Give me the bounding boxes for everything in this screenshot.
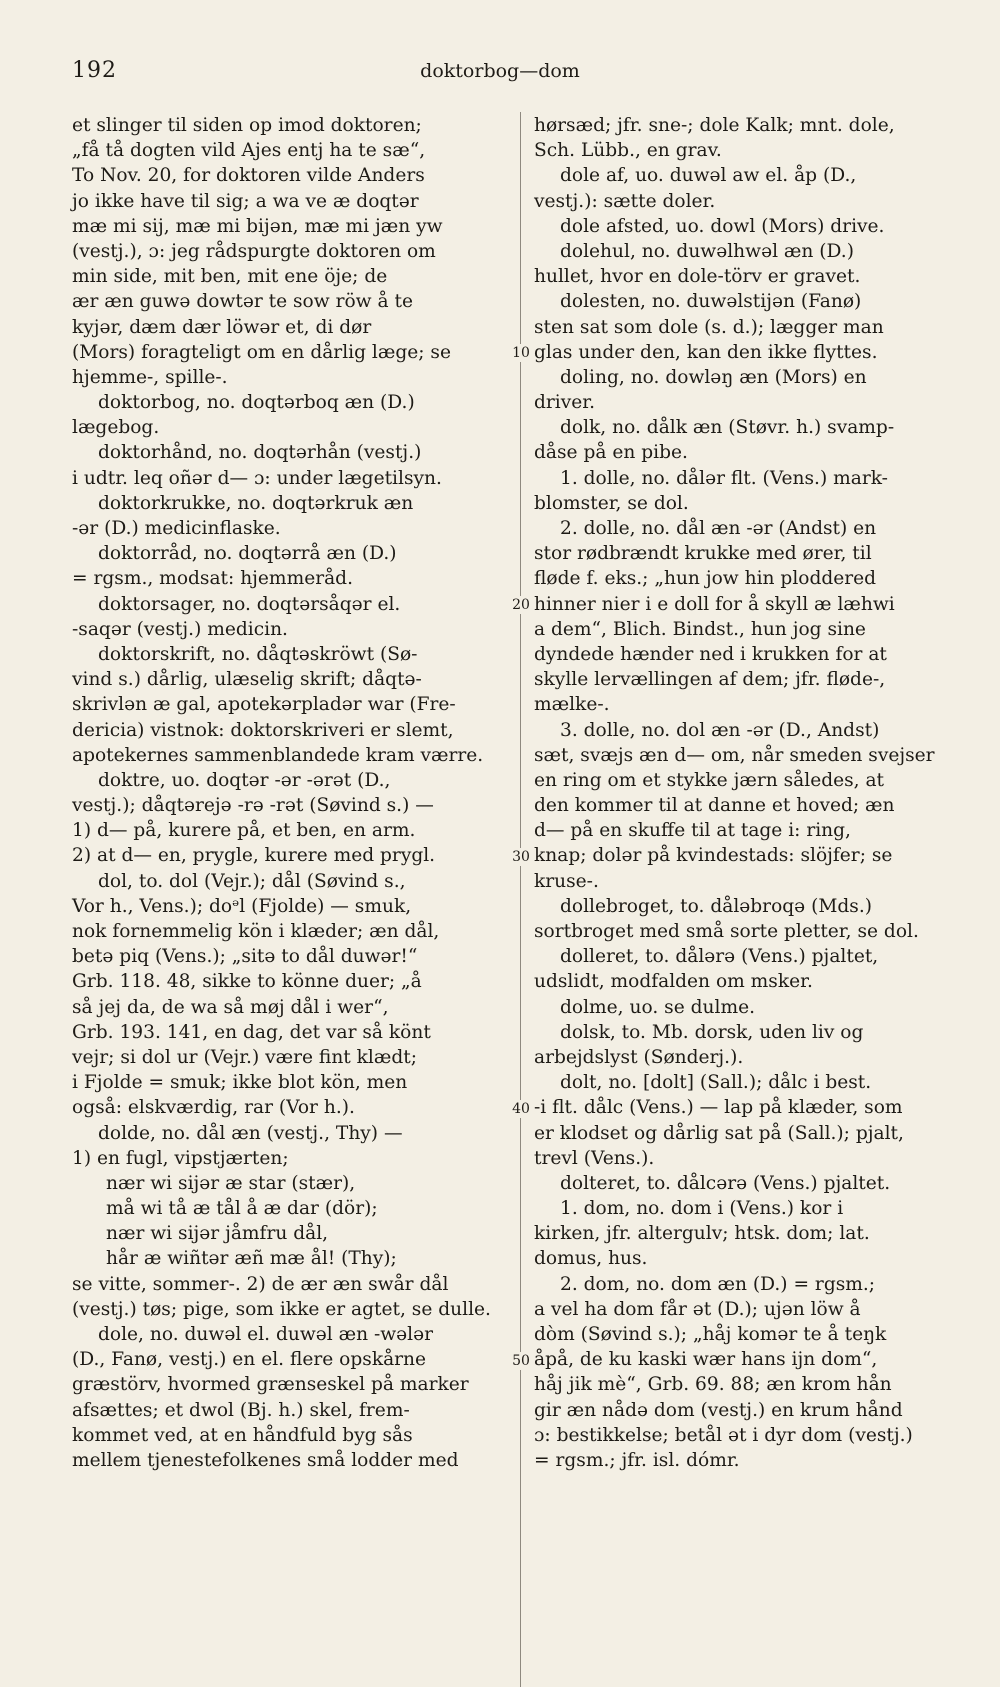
right-column-line: blomster, se dol. bbox=[534, 492, 689, 514]
left-column-line: hår æ wiñtər æñ mæ ål! (Thy); bbox=[106, 1248, 397, 1270]
right-column-line: dolk, no. dålk æn (Støvr. h.) svamp- bbox=[560, 417, 895, 439]
left-column-line: afsættes; et dwol (Bj. h.) skel, frem- bbox=[72, 1399, 410, 1421]
left-column-line: „få tå dogten vild Ajes entj ha te sæ“, bbox=[72, 140, 426, 162]
right-column-line: a vel ha dom får ət (D.); ujən löw å bbox=[534, 1298, 861, 1320]
left-column-line: 2) at d— en, prygle, kurere med prygl. bbox=[72, 845, 436, 867]
left-column-line: ær æn guwə dowtər te sow röw å te bbox=[72, 291, 413, 313]
right-column-line: skylle lervællingen af dem; jfr. fløde-, bbox=[534, 669, 886, 691]
right-column-line: domus, hus. bbox=[534, 1248, 648, 1270]
right-column-line: 1. dolle, no. dålər flt. (Vens.) mark- bbox=[560, 467, 888, 489]
left-column-line: (D., Fanø, vestj.) en el. flere opskårne bbox=[72, 1349, 427, 1371]
left-column-line: Vor h., Vens.); doᵊl (Fjolde) — smuk, bbox=[72, 895, 412, 917]
left-column-line: doktorhånd, no. doqtərhån (vestj.) bbox=[98, 442, 422, 464]
left-column-line: kommet ved, at en håndfuld byg sås bbox=[72, 1424, 413, 1446]
right-column-line: trevl (Vens.). bbox=[534, 1147, 655, 1169]
left-column-line: i Fjolde = smuk; ikke blot kön, men bbox=[72, 1072, 408, 1094]
right-column-line: er klodset og dårlig sat på (Sall.); pjalt, bbox=[534, 1122, 904, 1144]
left-column-line: doktorskrift, no. dåqtəskröwt (Sø- bbox=[98, 643, 418, 665]
right-column-line: arbejdslyst (Sønderj.). bbox=[534, 1046, 744, 1068]
right-column-line: vestj.): sætte doler. bbox=[534, 190, 716, 212]
line-number: 10 bbox=[509, 344, 533, 362]
left-column-line: 1) en fugl, vipstjærten; bbox=[72, 1147, 289, 1169]
right-column-line: dollebroget, to. dåləbroqə (Mds.) bbox=[560, 895, 872, 917]
line-number: 30 bbox=[509, 848, 533, 866]
right-column-line: -i flt. dålc (Vens.) — lap på klæder, som bbox=[534, 1097, 903, 1119]
right-column-line: den kommer til at danne et hoved; æn bbox=[534, 795, 895, 817]
left-column-line: skrivlən æ gal, apotekərpladər war (Fre- bbox=[72, 694, 456, 716]
line-number: 40 bbox=[509, 1100, 533, 1118]
left-column-line: hjemme-, spille-. bbox=[72, 366, 228, 388]
left-column-line: 1) d— på, kurere på, et ben, en arm. bbox=[72, 820, 416, 842]
right-column-line: håj jik mè“, Grb. 69. 88; æn krom hån bbox=[534, 1374, 892, 1396]
right-column-line: dåse på en pibe. bbox=[534, 442, 688, 464]
left-column-line: se vitte, sommer-. 2) de ær æn swår dål bbox=[72, 1273, 449, 1295]
left-column-line: lægebog. bbox=[72, 417, 160, 439]
right-column-line: d— på en skuffe til at tage i: ring, bbox=[534, 820, 851, 842]
left-column-line: også: elskværdig, rar (Vor h.). bbox=[72, 1097, 355, 1119]
right-column-line: dolme, uo. se dulme. bbox=[560, 996, 755, 1018]
left-column-line: i udtr. leq oñər d— ɔ: under lægetilsyn. bbox=[72, 467, 442, 489]
right-column-line: = rgsm.; jfr. isl. dómr. bbox=[534, 1449, 740, 1471]
right-column-line: dole afsted, uo. dowl (Mors) drive. bbox=[560, 215, 885, 237]
left-column-line: -ər (D.) medicinflaske. bbox=[72, 518, 281, 539]
left-column-line: nok fornemmelig kön i klæder; æn dål, bbox=[72, 921, 440, 942]
left-column-line: apotekernes sammenblandede kram værre. bbox=[72, 744, 484, 766]
left-column bbox=[72, 113, 512, 1473]
right-column-line: Sch. Lübb., en grav. bbox=[534, 140, 722, 162]
left-column-line: Grb. 118. 48, sikke to könne duer; „å bbox=[72, 971, 422, 993]
left-column-line: jo ikke have til sig; a wa ve æ doqtər bbox=[72, 190, 419, 212]
left-column-line: mellem tjenestefolkenes små lodder med bbox=[72, 1449, 459, 1471]
right-column-line: hørsæd; jfr. sne-; dole Kalk; mnt. dole, bbox=[534, 115, 895, 136]
right-column-line: kirken, jfr. altergulv; htsk. dom; lat. bbox=[534, 1223, 870, 1245]
left-column-line: dericia) vistnok: doktorskriveri er slemt, bbox=[72, 719, 454, 741]
left-column-line: dol, to. dol (Vejr.); dål (Søvind s., bbox=[98, 870, 406, 892]
line-number: 20 bbox=[509, 596, 533, 614]
right-column-line: sten sat som dole (s. d.); lægger man bbox=[534, 316, 884, 338]
right-column-line: dòm (Søvind s.); „håj komər te å teŋk bbox=[534, 1324, 887, 1345]
left-column-line: betə piq (Vens.); „sitə to dål duwər!“ bbox=[72, 946, 418, 968]
right-column bbox=[534, 113, 966, 1473]
right-column-line: fløde f. eks.; „hun jow hin ploddered bbox=[534, 568, 877, 590]
right-column-line: gir æn nådə dom (vestj.) en krum hånd bbox=[534, 1399, 903, 1421]
right-column-line: a dem“, Blich. Bindst., hun jog sine bbox=[534, 618, 866, 640]
left-column-line: kyjər, dæm dær löwər et, di dør bbox=[72, 316, 372, 338]
right-column-line: dolleret, to. dålərə (Vens.) pjaltet, bbox=[560, 946, 879, 968]
left-column-line: doktre, uo. doqtər -ər -ərət (D., bbox=[98, 769, 391, 791]
right-column-line: hullet, hvor en dole-törv er gravet. bbox=[534, 266, 861, 288]
left-column-line: doktorråd, no. doqtərrå æn (D.) bbox=[98, 543, 397, 565]
left-column-line: dole, no. duwəl el. duwəl æn -wələr bbox=[98, 1324, 434, 1345]
right-column-line: doling, no. dowləŋ æn (Mors) en bbox=[560, 366, 867, 388]
left-column-line: vestj.); dåqtərejə -rə -rət (Søvind s.) — bbox=[72, 795, 434, 817]
right-column-line: glas under den, kan den ikke flyttes. bbox=[534, 341, 878, 363]
right-column-line: 1. dom, no. dom i (Vens.) kor i bbox=[560, 1198, 844, 1220]
page-number: 192 bbox=[72, 58, 117, 83]
right-column-line: hinner nier i e doll for å skyll æ læhwi bbox=[534, 593, 895, 615]
right-column-line: mælke-. bbox=[534, 694, 610, 716]
left-column-line: (Mors) foragteligt om en dårlig læge; se bbox=[72, 341, 451, 363]
left-column-line: Grb. 193. 141, en dag, det var så könt bbox=[72, 1021, 431, 1043]
right-column-line: åpå, de ku kaski wær hans ijn dom“, bbox=[534, 1349, 878, 1371]
running-head: doktorbog—dom bbox=[420, 60, 580, 82]
left-column-line: må wi tå æ tål å æ dar (dör); bbox=[106, 1198, 378, 1220]
right-column-line: en ring om et stykke jærn således, at bbox=[534, 769, 885, 791]
right-column-line: kruse-. bbox=[534, 870, 599, 892]
left-column-line: vejr; si dol ur (Vejr.) være fint klædt; bbox=[72, 1046, 417, 1068]
left-column-line: min side, mit ben, mit ene öje; de bbox=[72, 266, 388, 288]
right-column-line: knap; dolər på kvindestads: slöjfer; se bbox=[534, 845, 893, 867]
right-column-line: sæt, svæjs æn d— om, når smeden svejser bbox=[534, 744, 935, 766]
left-column-line: To Nov. 20, for doktoren vilde Anders bbox=[72, 165, 425, 187]
left-column-line: doktorkrukke, no. doqtərkruk æn bbox=[98, 492, 414, 514]
right-column-line: 2. dolle, no. dål æn -ər (Andst) en bbox=[560, 518, 877, 539]
right-column-line: dolteret, to. dålcərə (Vens.) pjaltet. bbox=[560, 1172, 891, 1194]
right-column-line: dolehul, no. duwəlhwəl æn (D.) bbox=[560, 240, 854, 262]
right-column-line: sortbroget med små sorte pletter, se dol. bbox=[534, 921, 919, 942]
right-column-line: 2. dom, no. dom æn (D.) = rgsm.; bbox=[560, 1273, 876, 1295]
right-column-line: udslidt, modfalden om msker. bbox=[534, 971, 813, 993]
right-column-line: stor rødbrændt krukke med ører, til bbox=[534, 543, 872, 565]
left-column-line: doktorsager, no. doqtərsåqər el. bbox=[98, 593, 401, 615]
right-column-line: dole af, uo. duwəl aw el. åp (D., bbox=[560, 165, 857, 187]
line-number: 50 bbox=[509, 1352, 533, 1370]
left-column-line: -saqər (vestj.) medicin. bbox=[72, 618, 288, 640]
right-column-line: dolesten, no. duwəlstijən (Fanø) bbox=[560, 291, 862, 313]
left-column-line: et slinger til siden op imod doktoren; bbox=[72, 115, 422, 136]
left-column-line: så jej da, de wa så møj dål i wer“, bbox=[72, 996, 389, 1018]
left-column-line: vind s.) dårlig, ulæselig skrift; dåqtə- bbox=[72, 669, 422, 691]
right-column-line: dolsk, to. Mb. dorsk, uden liv og bbox=[560, 1021, 864, 1043]
left-column-line: (vestj.), ɔ: jeg rådspurgte doktoren om bbox=[72, 240, 436, 262]
left-column-line: græstörv, hvormed grænseskel på marker bbox=[72, 1374, 469, 1396]
right-column-line: 3. dolle, no. dol æn -ər (D., Andst) bbox=[560, 719, 880, 741]
left-column-line: (vestj.) tøs; pige, som ikke er agtet, se dulle. bbox=[72, 1298, 491, 1320]
right-column-line: ɔ: bestikkelse; betål ət i dyr dom (vestj.) bbox=[534, 1424, 913, 1446]
left-column-line: nær wi sijər æ star (stær), bbox=[106, 1172, 356, 1194]
left-column-line: doktorbog, no. doqtərboq æn (D.) bbox=[98, 392, 415, 414]
left-column-line: dolde, no. dål æn (vestj., Thy) — bbox=[98, 1122, 403, 1144]
left-column-line: = rgsm., modsat: hjemmeråd. bbox=[72, 568, 353, 590]
right-column-line: dolt, no. [dolt] (Sall.); dålc i best. bbox=[560, 1072, 872, 1094]
left-column-line: mæ mi sij, mæ mi bijən, mæ mi jæn yw bbox=[72, 215, 443, 237]
left-column-line: nær wi sijər jåmfru dål, bbox=[106, 1223, 329, 1245]
right-column-line: dyndede hænder ned i krukken for at bbox=[534, 643, 887, 665]
right-column-line: driver. bbox=[534, 392, 596, 414]
